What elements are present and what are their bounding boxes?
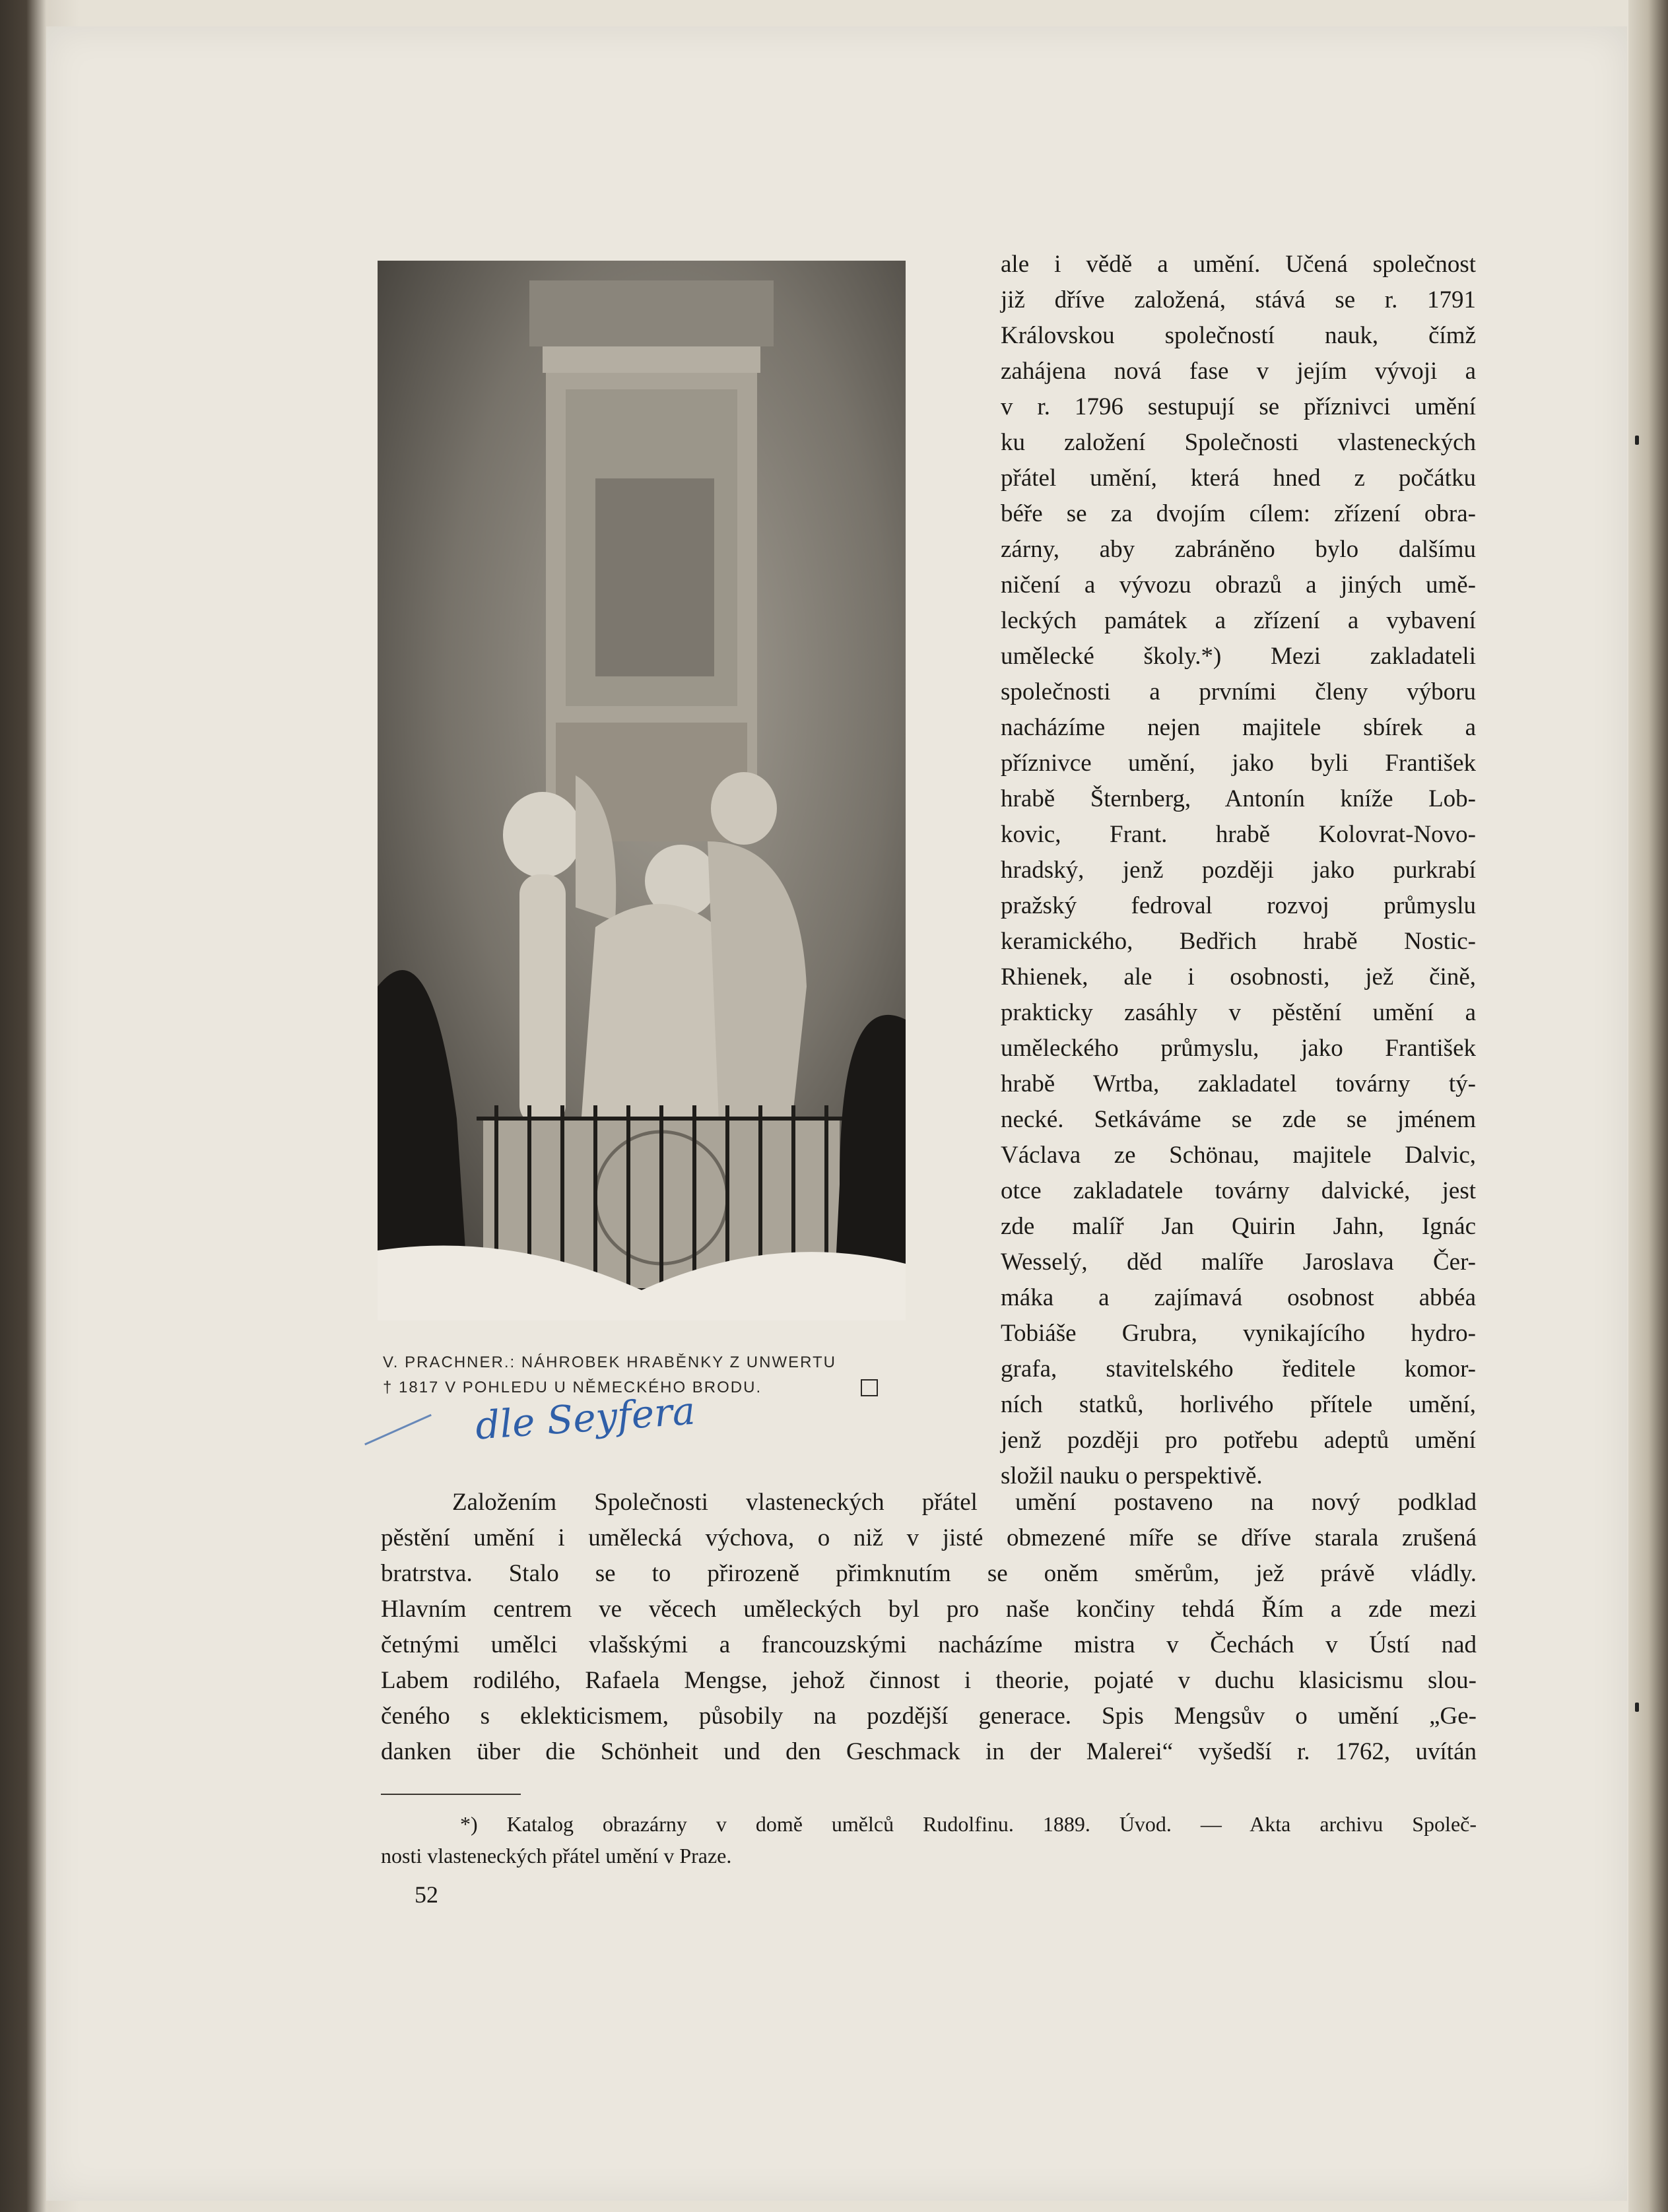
caption-square-icon [861,1379,878,1396]
text-line: ničení a vývozu obrazů a jiných umě- [1001,571,1476,599]
text-line: danken über die Schönheit und den Geschmack in der Malerei“ vyšedší r. 1762, uvítán [381,1738,1477,1765]
tomb-photograph [378,261,906,1320]
book-spine [1628,0,1668,2212]
text-line: ku založení Společnosti vlasteneckých [1001,429,1476,456]
text-line: keramického, Bedřich hrabě Nostic- [1001,928,1476,955]
text-line: Tobiáše Grubra, vynikajícího hydro- [1001,1320,1476,1347]
page-number: 52 [415,1881,438,1908]
body-paragraph [381,1485,1477,1770]
text-line: umělecké školy.*) Mezi zakladateli [1001,643,1476,670]
text-line: bratrstva. Stalo se to přirozeně přimknutím se oněm směrům, jež právě vládly. [381,1560,1477,1587]
text-line: společnosti a prvními členy výboru [1001,678,1476,705]
text-line: prakticky zasáhly v pěstění umění a [1001,999,1476,1026]
text-line: zde malíř Jan Quirin Jahn, Ignác [1001,1213,1476,1240]
text-line: kovic, Frant. hrabě Kolovrat-Novo- [1001,821,1476,848]
footnote [381,1808,1477,1871]
text-line: grafa, stavitelského ředitele komor- [1001,1355,1476,1382]
text-line: jenž později pro potřebu adeptů umění [1001,1427,1476,1454]
text-line: ních statků, horlivého přítele umění, [1001,1391,1476,1418]
text-line: příznivce umění, jako byli František [1001,750,1476,777]
text-line: Královskou společností nauk, čímž [1001,322,1476,349]
text-line: složil nauku o perspektivě. [1001,1462,1263,1489]
text-line: hradský, jenž později jako purkrabí [1001,857,1476,884]
text-line: ale i vědě a umění. Učená společnost [1001,251,1476,278]
text-line: leckých památek a zřízení a vybavení [1001,607,1476,634]
text-line: zahájena nová fase v jejím vývoji a [1001,358,1476,385]
text-line: čeného s eklekticismem, působily na pozdější generace. Spis Mengsův o umění „Ge- [381,1703,1477,1730]
text-line: hrabě Šternberg, Antonín kníže Lob- [1001,785,1476,812]
text-line: Rhienek, ale i osobnosti, jež čině, [1001,963,1476,991]
text-line: v r. 1796 sestupují se příznivci umění [1001,393,1476,420]
text-line: Wesselý, děd malíře Jaroslava Čer- [1001,1249,1476,1276]
text-line: máka a zajímavá osobnost abbéa [1001,1284,1476,1311]
text-line: pražský fedroval rozvoj průmyslu [1001,892,1476,919]
caption-line: V. PRACHNER.: NÁHROBEK HRABĚNKY Z UNWERTU [383,1353,837,1371]
text-line: Labem rodilého, Rafaela Mengse, jehož činnost i theorie, pojaté v duchu klasicismu slou- [381,1667,1477,1694]
spine-mark [1635,436,1639,445]
right-column-text [1001,247,1476,1494]
photo-image [378,261,906,1320]
text-line: četnými umělci vlašskými a francouzskými nacházíme mistra v Čechách v Ústí nad [381,1631,1477,1658]
text-line: uměleckého průmyslu, jako František [1001,1035,1476,1062]
text-line: Václava ze Schönau, majitele Dalvic, [1001,1142,1476,1169]
text-line: béře se za dvojím cílem: zřízení obra- [1001,500,1476,527]
text-line: již dříve založená, stává se r. 1791 [1001,286,1476,313]
text-line: zárny, aby zabráněno bylo dalšímu [1001,536,1476,563]
text-line: *) Katalog obrazárny v domě umělců Rudolfinu. 1889. Úvod. — Akta archivu Společ- [460,1812,1477,1836]
text-line: pěstění umění i umělecká výchova, o niž v jisté obmezené míře se dříve starala zrušená [381,1524,1477,1551]
text-line: nacházíme nejen majitele sbírek a [1001,714,1476,741]
text-line: necké. Setkáváme se zde se jménem [1001,1106,1476,1133]
text-line: nosti vlasteneckých přátel umění v Praze. [381,1844,732,1868]
text-line: Hlavním centrem ve věcech uměleckých byl pro naše končiny tehdá Řím a zde mezi [381,1596,1477,1623]
text-line: přátel umění, která hned z počátku [1001,465,1476,492]
text-line: hrabě Wrtba, zakladatel továrny tý- [1001,1070,1476,1097]
text-line: Založením Společnosti vlasteneckých přátel umění postaveno na nový podklad [452,1489,1477,1516]
footnote-divider [381,1794,521,1795]
tomb-illustration [378,261,906,1320]
spine-mark [1635,1703,1639,1712]
handwritten-note: dle Seyfera [474,1388,697,1448]
caption-line: † 1817 V POHLEDU U NĚMECKÉHO BRODU. [383,1379,762,1396]
text-line: otce zakladatele továrny dalvické, jest [1001,1177,1476,1204]
